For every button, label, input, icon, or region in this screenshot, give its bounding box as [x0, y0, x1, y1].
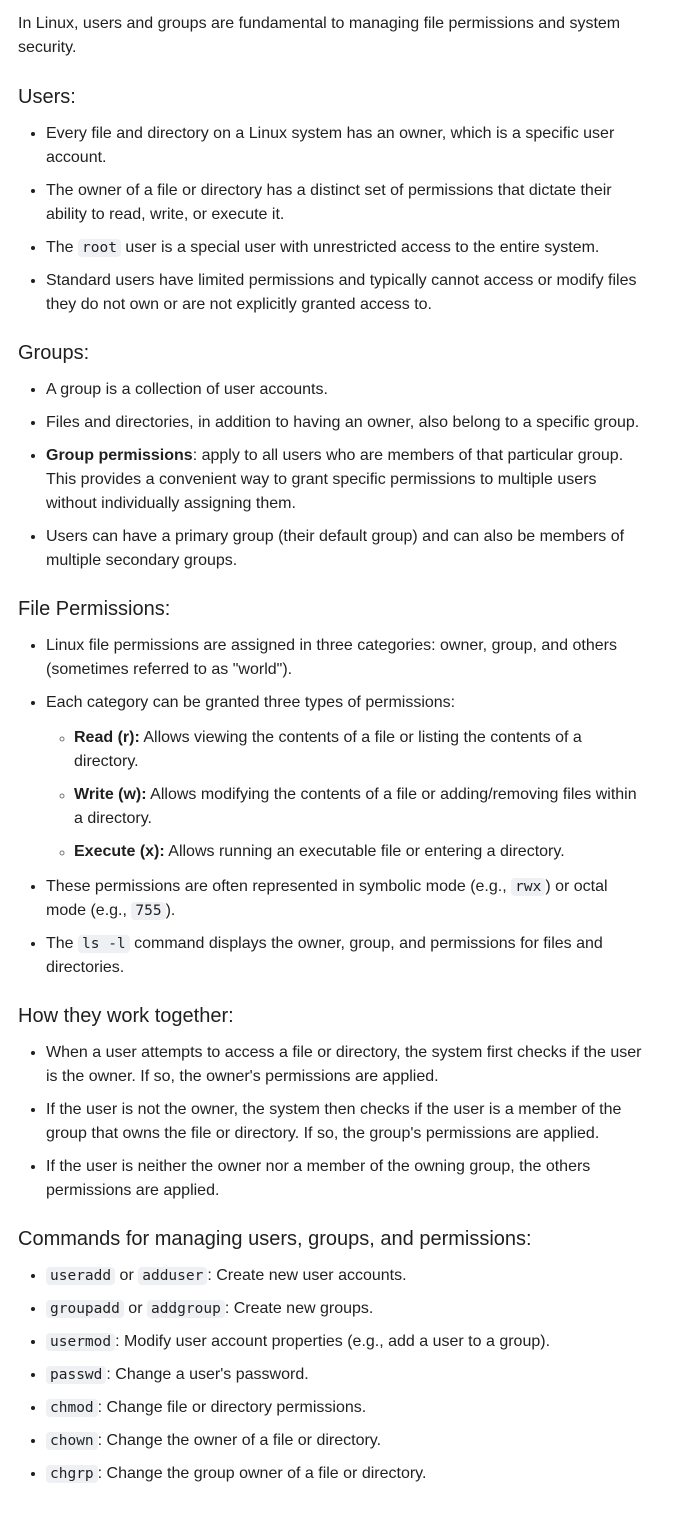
- list-item: [46, 1297, 646, 1321]
- commands-list: [18, 1264, 646, 1486]
- code-passwd: passwd: [46, 1366, 106, 1384]
- list-item: [46, 444, 646, 516]
- bold-term: Read (r):: [74, 729, 140, 746]
- users-list: [18, 122, 646, 317]
- list-item: • A group is a collection of user accounts.: [46, 378, 646, 402]
- sub-list-item-execute: [74, 840, 646, 864]
- code-chown: chown: [46, 1432, 98, 1450]
- bold-term: Group permissions: [46, 447, 193, 464]
- text: : Change file or directory permissions.: [97, 1399, 367, 1416]
- list-item: [46, 932, 646, 980]
- list-item: • Every file and directory on a Linux system has an owner, which is a specific user account.: [46, 122, 646, 170]
- list-item: • The owner of a file or directory has a distinct set of permissions that dictate their ability to read, write, or execute it.: [46, 179, 646, 227]
- text: : Change a user's password.: [106, 1366, 309, 1383]
- text: or: [123, 1300, 147, 1317]
- code-groupadd: groupadd: [46, 1300, 124, 1318]
- code-chmod: chmod: [46, 1399, 98, 1417]
- text: These permissions are often represented in symbolic mode (e.g.,: [46, 878, 512, 895]
- text: Allows running an executable file or entering a directory.: [164, 843, 565, 860]
- list-item: • Files and directories, in addition to having an owner, also belong to a specific group.: [46, 411, 646, 435]
- text: command displays the owner, group, and permissions for files and directories.: [46, 935, 603, 976]
- text: Allows viewing the contents of a file or listing the contents of a directory.: [74, 729, 582, 770]
- list-item: [46, 1429, 646, 1453]
- users-heading: Users:: [18, 86, 76, 108]
- together-list: [18, 1041, 646, 1203]
- list-item: • When a user attempts to access a file or directory, the system first checks if the user is the owner. If so, the owner's permissions are applied.: [46, 1041, 646, 1089]
- text: or: [115, 1267, 139, 1284]
- list-item: • Standard users have limited permissions and typically cannot access or modify files they do not own or are not explicitly granted access to.: [46, 269, 646, 317]
- text: : Change the group owner of a file or directory.: [97, 1465, 427, 1482]
- list-item: [46, 1462, 646, 1486]
- bold-term: Execute (x):: [74, 843, 165, 860]
- sub-list-item-write: [74, 783, 646, 831]
- text: : Create new groups.: [224, 1300, 374, 1317]
- text: The: [46, 239, 79, 256]
- list-item: [46, 875, 646, 923]
- list-item: [46, 236, 646, 260]
- text: Allows modifying the contents of a file or adding/removing files within a directory.: [74, 786, 637, 827]
- code-root: root: [78, 239, 121, 257]
- code-chgrp: chgrp: [46, 1465, 98, 1483]
- list-item: • If the user is neither the owner nor a member of the owning group, the others permissions are applied.: [46, 1155, 646, 1203]
- text: : Create new user accounts.: [207, 1267, 407, 1284]
- code-adduser: adduser: [138, 1267, 207, 1285]
- text: ).: [165, 902, 176, 919]
- bold-term: Write (w):: [74, 786, 147, 803]
- list-item: [46, 1396, 646, 1420]
- list-item: • If the user is not the owner, the system then checks if the user is a member of the group that owns the file or directory. If so, the group's permissions are applied.: [46, 1098, 646, 1146]
- sub-list-item-read: [74, 726, 646, 774]
- text: Each category can be granted three types of permissions:: [46, 694, 456, 711]
- code-755: 755: [131, 902, 165, 920]
- code-rwx: rwx: [511, 878, 545, 896]
- intro-paragraph: In Linux, users and groups are fundamental to managing file permissions and system security.: [18, 15, 621, 56]
- permission-types-list: [46, 726, 646, 864]
- text: : Modify user account properties (e.g., add a user to a group).: [115, 1333, 551, 1350]
- code-usermod: usermod: [46, 1333, 115, 1351]
- text: The: [46, 935, 79, 952]
- list-item: [46, 691, 646, 864]
- code-ls-l: ls -l: [78, 935, 130, 953]
- list-item: • Users can have a primary group (their default group) and can also be members of multiple secondary groups.: [46, 525, 646, 573]
- text: user is a special user with unrestricted access to the entire system.: [120, 239, 600, 256]
- together-heading: How they work together:: [18, 1005, 234, 1027]
- groups-heading: Groups:: [18, 342, 90, 364]
- list-item: [46, 1363, 646, 1387]
- code-useradd: useradd: [46, 1267, 115, 1285]
- list-item: [46, 1330, 646, 1354]
- list-item: [46, 1264, 646, 1288]
- permissions-list: [18, 634, 646, 980]
- list-item: • Linux file permissions are assigned in three categories: owner, group, and others (sometimes referred to as "world").: [46, 634, 646, 682]
- code-addgroup: addgroup: [147, 1300, 225, 1318]
- groups-list: [18, 378, 646, 573]
- text: : apply to all users who are members of that particular group. This provides a convenient way to grant specific permissions to multiple users without individually assigning them.: [46, 447, 624, 512]
- text: ) or octal mode (e.g.,: [46, 878, 608, 919]
- permissions-heading: File Permissions:: [18, 598, 171, 620]
- commands-heading: Commands for managing users, groups, and permissions:: [18, 1228, 532, 1250]
- text: : Change the owner of a file or directory.: [97, 1432, 382, 1449]
